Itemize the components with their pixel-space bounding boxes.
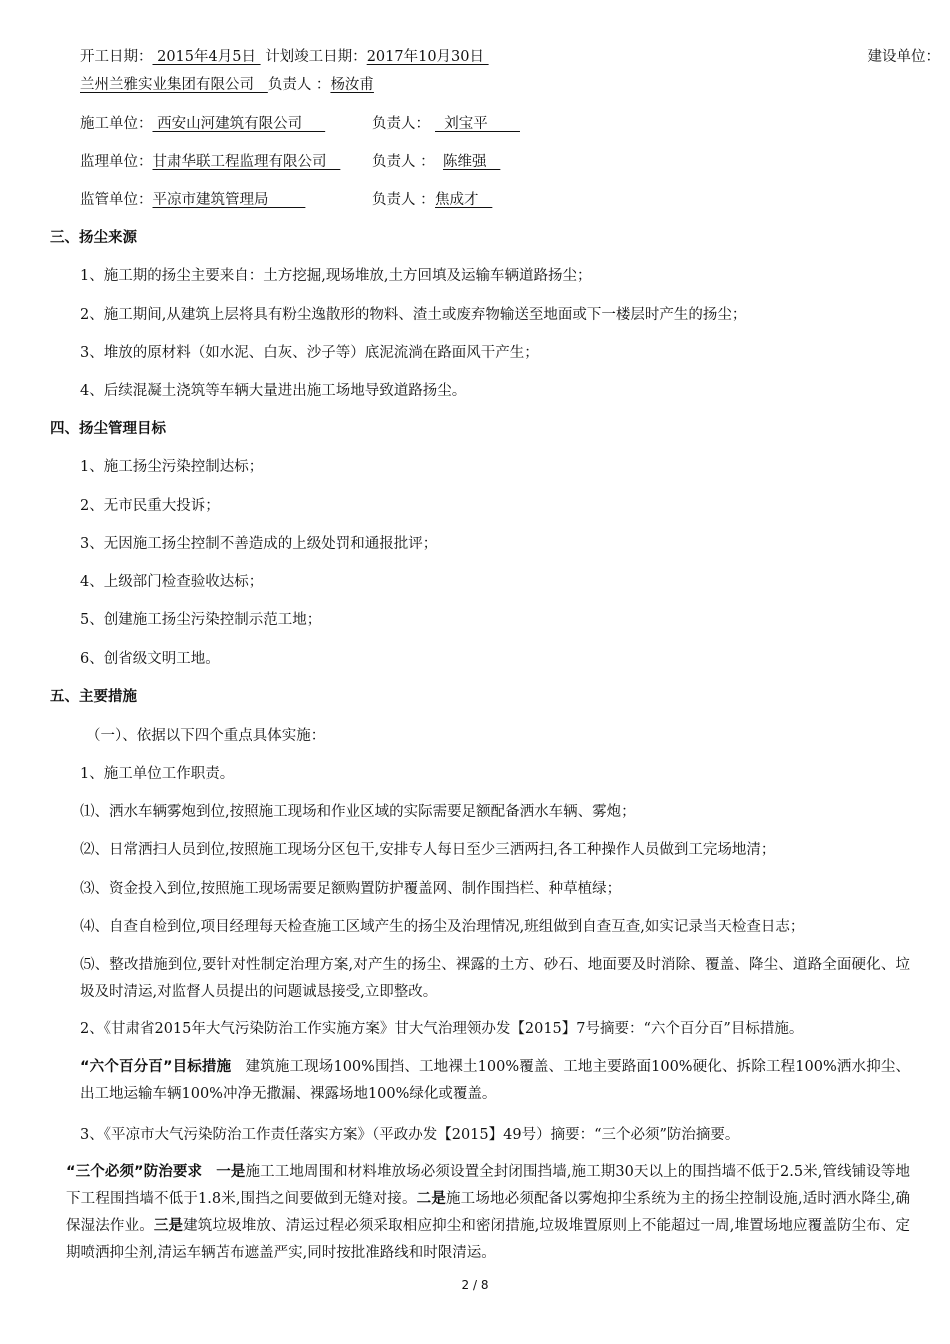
section3-item: 4、后续混凝土浇筑等车辆大量进出施工场地导致道路扬尘。: [80, 383, 467, 399]
section3-heading: 三、扬尘来源: [50, 230, 137, 246]
section4-item: 5、创建施工扬尘污染控制示范工地；: [80, 612, 322, 628]
section4-item: 2、无市民重大投诉；: [80, 498, 220, 514]
three-musts-paragraph: [66, 1159, 910, 1267]
plan-date: 2017年10月30日: [366, 49, 489, 65]
three-2-text: 施工场地必须配备以雾炮抑尘系统为主的扬尘控制设施,适时洒水降尘,确保湿法作业。: [66, 1191, 911, 1234]
construct-label: 施工单位：: [80, 116, 153, 132]
start-date: 2015年4月5日: [152, 49, 261, 65]
header-supervise-line: [80, 153, 501, 171]
six-hundred-percent-paragraph: [80, 1054, 910, 1108]
construct-rep: 刘宝平: [435, 116, 520, 132]
builder-name: 兰州兰雅实业集团有限公司: [80, 77, 268, 93]
builder-rep-label: 负责人 ：: [267, 77, 331, 93]
six-text: 建筑施工现场100%围挡、工地裸土100%覆盖、工地主要路面100%硬化、拆除工程100%洒水抑尘、出工地运输车辆100%冲净无撒漏、裸露场地100%绿化或覆盖。: [80, 1059, 911, 1102]
three-title: “三个必须”防治要求: [66, 1164, 203, 1180]
duty-item: ⑶、资金投入到位,按照施工现场需要足额购置防护覆盖网、制作围挡栏、种草植绿；: [80, 881, 622, 897]
section3-item: 1、施工期的扬尘主要来自：土方挖掘,现场堆放,土方回填及运输车辆道路扬尘；: [80, 268, 592, 284]
three-1-text: 施工工地周围和材料堆放场必须设置全封闭围挡墙,施工期30天以上的围挡墙不低于2.5米,管线铺设等地下工程围挡墙不低于1.8米,围挡之间要做到无缝对接。: [66, 1164, 911, 1207]
section4-item: 3、无因施工扬尘控制不善造成的上级处罚和通报批评；: [80, 536, 438, 552]
section3-item: 3、堆放的原材料（如水泥、白灰、沙子等）底泥流淌在路面风干产生；: [80, 345, 539, 361]
duty-item-5: ⑸、整改措施到位,要针对性制定治理方案,对产生的扬尘、裸露的土方、砂石、地面要及时消除、覆盖、降尘、道路全面硬化、垃圾及时清运,对监督人员提出的问题诚恳接受,立即整改。: [80, 957, 910, 1000]
section5-item3: 3、《平凉市大气污染防治工作责任落实方案》（平政办发【2015】49号）摘要：“三个必须”防治摘要。: [80, 1127, 740, 1143]
construct-name: 西安山河建筑有限公司: [152, 116, 326, 132]
section5-item1: 1、施工单位工作职责。: [80, 766, 235, 782]
three-1-label: 一是: [216, 1164, 246, 1180]
regulator-label: 监管单位：: [80, 192, 153, 208]
three-3-label: 三是: [153, 1218, 184, 1234]
section5-sub1: （一）、依据以下四个重点具体实施：: [86, 728, 326, 744]
section4-heading: 四、扬尘管理目标: [50, 421, 166, 437]
builder-label: 建设单位：: [867, 49, 940, 65]
construct-rep-label: 负责人：: [372, 116, 430, 132]
duty-item: ⑵、日常洒扫人员到位,按照施工现场分区包干,安排专人每日至少三洒两扫,各工种操作人员做到工完场地清；: [80, 842, 776, 858]
header-builder-line: [80, 76, 374, 94]
page-number: 2 / 8: [461, 1278, 489, 1292]
duty-item: ⑷、自查自检到位,项目经理每天检查施工区域产生的扬尘及治理情况,班组做到自查互查,如实记录当天检查日志；: [80, 919, 805, 935]
supervise-name: 甘肃华联工程监理有限公司: [152, 154, 341, 170]
section5-item2: 2、《甘肃省2015年大气污染防治工作实施方案》甘大气治理领办发【2015】7号摘要：“六个百分百”目标措施。: [80, 1021, 804, 1037]
section3-item: 2、施工期间,从建筑上层将具有粉尘逸散形的物料、渣土或废弃物输送至地面或下一楼层时产生的扬尘；: [80, 307, 747, 323]
section5-heading: 五、主要措施: [50, 689, 137, 705]
three-2-label: 二是: [416, 1191, 446, 1207]
supervise-rep-label: 负责人 ：: [372, 154, 435, 170]
header-regulator-line: [80, 191, 493, 209]
plan-date-label: 计划竣工日期：: [265, 49, 367, 65]
duty-item: ⑴、洒水车辆雾炮到位,按照施工现场和作业区域的实际需要足额配备洒水车辆、雾炮；: [80, 804, 636, 820]
three-3-text: 建筑垃圾堆放、清运过程必须采取相应抑尘和密闭措施,垃圾堆置原则上不能超过一周,堆置场地应覆盖防尘布、定期喷洒抑尘剂,清运车辆苫布遮盖严实,同时按批准路线和时限清运。: [66, 1218, 911, 1261]
builder-rep: 杨汝甫: [330, 77, 374, 93]
section4-item: 4、上级部门检查验收达标；: [80, 574, 264, 590]
supervise-label: 监理单位：: [80, 154, 153, 170]
regulator-rep: 焦成才: [435, 192, 493, 208]
regulator-rep-label: 负责人 ：: [372, 192, 435, 208]
regulator-name: 平凉市建筑管理局: [152, 192, 306, 208]
start-date-label: 开工日期：: [80, 49, 153, 65]
supervise-rep: 陈维强: [443, 154, 501, 170]
section4-item: 1、施工扬尘污染控制达标；: [80, 459, 264, 475]
header-construct-line: [80, 115, 520, 133]
header-dates-line: [80, 48, 940, 66]
section4-item: 6、创省级文明工地。: [80, 651, 220, 667]
six-title: “六个百分百”目标措施: [80, 1059, 232, 1075]
